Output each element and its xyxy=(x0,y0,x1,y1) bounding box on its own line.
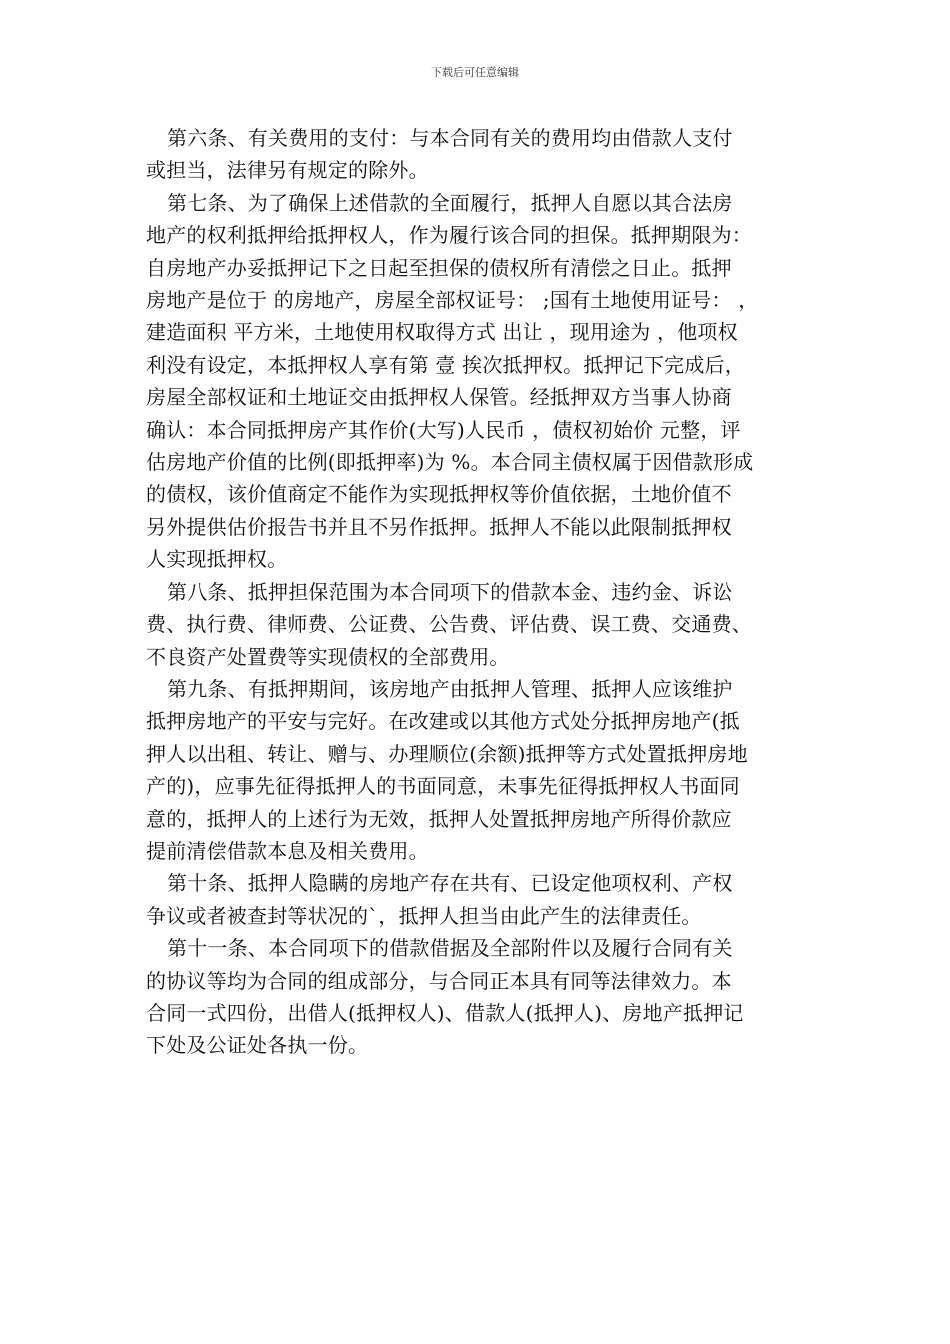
paragraph-line: 第八条、抵押担保范围为本合同项下的借款本金、违约金、诉讼 xyxy=(167,579,733,604)
document-body xyxy=(146,122,826,1062)
paragraph-line: 第九条、有抵押期间，该房地产由抵押人管理、抵押人应该维护 xyxy=(167,676,733,701)
paragraph-line: 合同一式四份，出借人(抵押权人)、借款人(抵押人)、房地产抵押记 xyxy=(146,1000,744,1025)
paragraph-line: 自房地产办妥抵押记下之日起至担保的债权所有清偿之日止。抵押 xyxy=(146,255,732,280)
paragraph-line: 房地产是位于 的房地产，房屋全部权证号： ;国有土地使用证号： ， xyxy=(146,288,759,313)
paragraph-line: 第十一条、本合同项下的借款借据及全部附件以及履行合同有关 xyxy=(167,936,733,961)
article-9-paragraph xyxy=(146,673,826,867)
paragraph-line: 第六条、有关费用的支付：与本合同有关的费用均由借款人支付 xyxy=(167,126,733,150)
paragraph-line: 建造面积 平方米，土地使用权取得方式 出让 ，现用途为 ，他项权 xyxy=(146,320,738,345)
paragraph-line: 另外提供估价报告书并且不另作抵押。抵押人不能以此限制抵押权 xyxy=(146,514,732,539)
paragraph-line: 不良资产处置费等实现债权的全部费用。 xyxy=(146,644,510,669)
paragraph-line: 利没有设定，本抵押权人享有第 壹 挨次抵押权。抵押记下完成后， xyxy=(146,352,745,377)
paragraph-line: 的债权，该价值商定不能作为实现抵押权等价值依据，土地价值不 xyxy=(146,482,732,507)
article-10-paragraph xyxy=(146,867,826,932)
paragraph-line: 的协议等均为合同的组成部分，与合同正本具有同等法律效力。本 xyxy=(146,968,732,993)
paragraph-line: 意的，抵押人的上述行为无效，抵押人处置抵押房地产所得价款应 xyxy=(146,806,732,831)
paragraph-line: 房屋全部权证和土地证交由抵押权人保管。经抵押双方当事人协商 xyxy=(146,385,732,410)
article-11-paragraph xyxy=(146,932,826,1062)
paragraph-line: 押人以出租、转让、赠与、办理顺位(余额)抵押等方式处置抵押房地 xyxy=(146,741,748,766)
paragraph-line: 费、执行费、律师费、公证费、公告费、评估费、误工费、交通费、 xyxy=(146,612,752,637)
page-header-note: 下载后可任意编辑 xyxy=(431,66,519,79)
paragraph-line: 人实现抵押权。 xyxy=(146,547,288,572)
paragraph-line: 或担当，法律另有规定的除外。 xyxy=(146,158,429,183)
paragraph-line: 提前清偿借款本息及相关费用。 xyxy=(146,838,429,863)
article-6-paragraph xyxy=(146,122,826,187)
paragraph-line: 确认：本合同抵押房产其作价(大写)人民币 ，债权初始价 元整，评 xyxy=(146,417,741,442)
paragraph-line: 估房地产价值的比例(即抵押率)为 %。本合同主债权属于因借款形成 xyxy=(146,450,754,475)
paragraph-line: 争议或者被查封等状况的`，抵押人担当由此产生的法律责任。 xyxy=(146,903,702,928)
article-7-paragraph xyxy=(146,187,826,576)
paragraph-line: 下处及公证处各执一份。 xyxy=(146,1033,369,1058)
article-8-paragraph xyxy=(146,576,826,673)
paragraph-line: 第十条、抵押人隐瞒的房地产存在共有、已设定他项权利、产权 xyxy=(167,871,733,896)
paragraph-line: 抵押房地产的平安与完好。在改建或以其他方式处分抵押房地产(抵 xyxy=(146,709,740,734)
paragraph-line: 产的)，应事先征得抵押人的书面同意，未事先征得抵押权人书面同 xyxy=(146,774,740,799)
paragraph-line: 第七条、为了确保上述借款的全面履行，抵押人自愿以其合法房 xyxy=(167,190,733,215)
paragraph-line: 地产的权利抵押给抵押权人，作为履行该合同的担保。抵押期限为： xyxy=(146,223,752,248)
